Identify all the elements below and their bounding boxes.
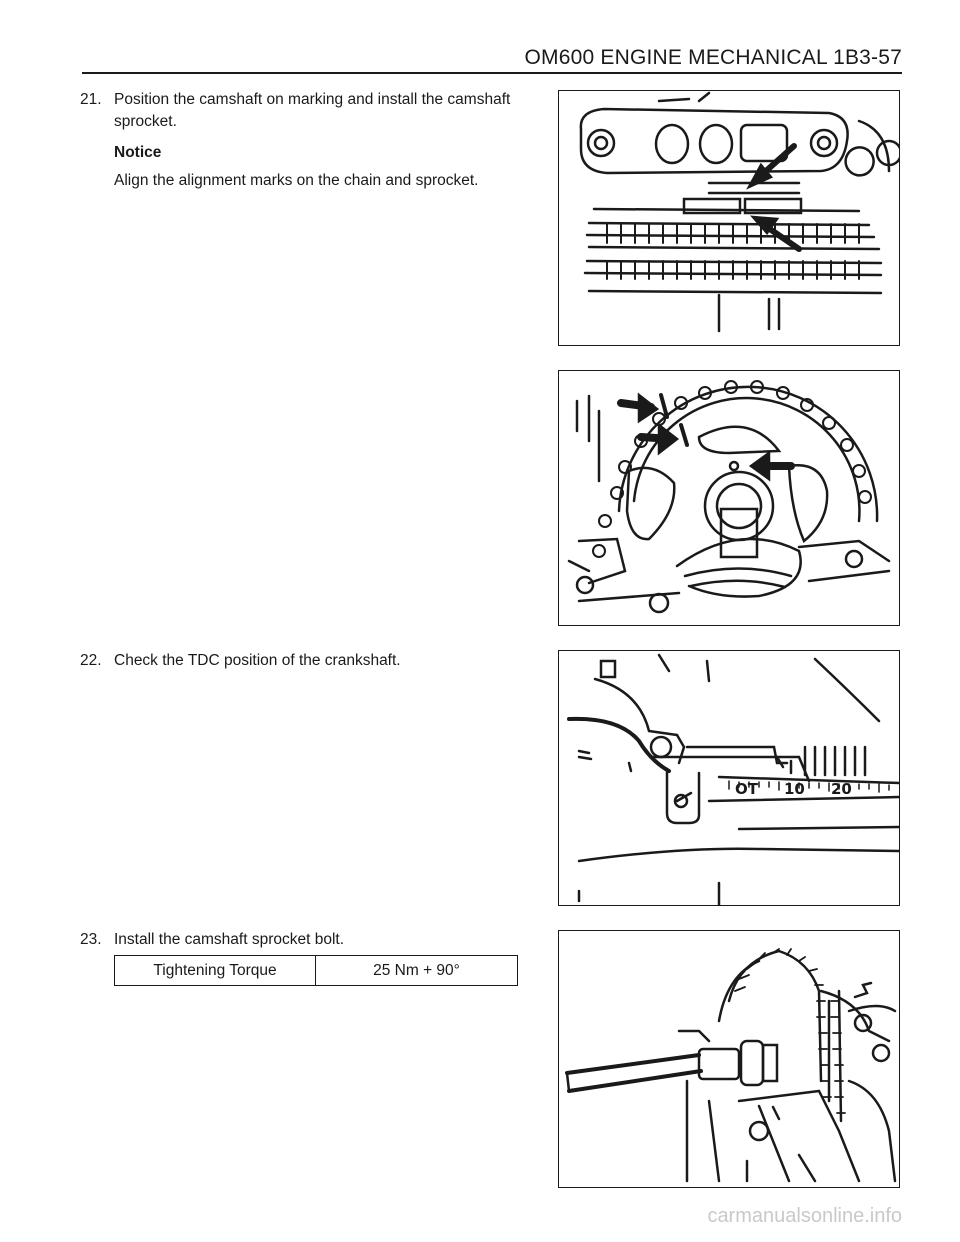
notice-text: Align the alignment marks on the chain and sprocket. — [114, 172, 479, 189]
tdc-scale-label: 10 — [784, 780, 805, 798]
step-number: 22. — [80, 652, 102, 669]
step-text: Position the camshaft on marking and install the camshaft sprocket. — [114, 91, 511, 130]
spec-label: Tightening Torque — [115, 956, 316, 985]
step-text: Install the camshaft sprocket bolt. — [114, 931, 345, 948]
crankshaft-tdc-scale-illustration-icon — [559, 651, 899, 905]
figure-tdc-scale — [558, 650, 900, 906]
step-23 — [80, 929, 520, 951]
watermark: carmanualsonline.info — [707, 1205, 902, 1227]
page-header: OM600 ENGINE MECHANICAL 1B3-57 — [524, 46, 902, 69]
tdc-scale-label: OT — [735, 780, 758, 798]
header-divider — [82, 72, 902, 74]
figure-sprocket-bolt — [558, 930, 900, 1188]
step-text: Check the TDC position of the crankshaft. — [114, 652, 401, 669]
spec-value: 25 Nm + 90° — [373, 961, 460, 979]
sprocket-bolt-torque-wrench-illustration-icon — [559, 931, 899, 1187]
torque-spec-table — [114, 955, 518, 986]
step-number: 23. — [80, 931, 102, 948]
tdc-scale-label: 20 — [831, 780, 852, 798]
step-21 — [80, 89, 520, 192]
notice-heading: Notice — [114, 144, 162, 161]
step-number: 21. — [80, 91, 102, 108]
camshaft-sprocket-marks-illustration-icon — [559, 371, 899, 625]
camshaft-chain-alignment-marks-illustration-icon — [559, 91, 899, 345]
figure-camshaft-alignment — [558, 90, 900, 346]
figure-sprocket-marks — [558, 370, 900, 626]
step-22 — [80, 650, 520, 672]
